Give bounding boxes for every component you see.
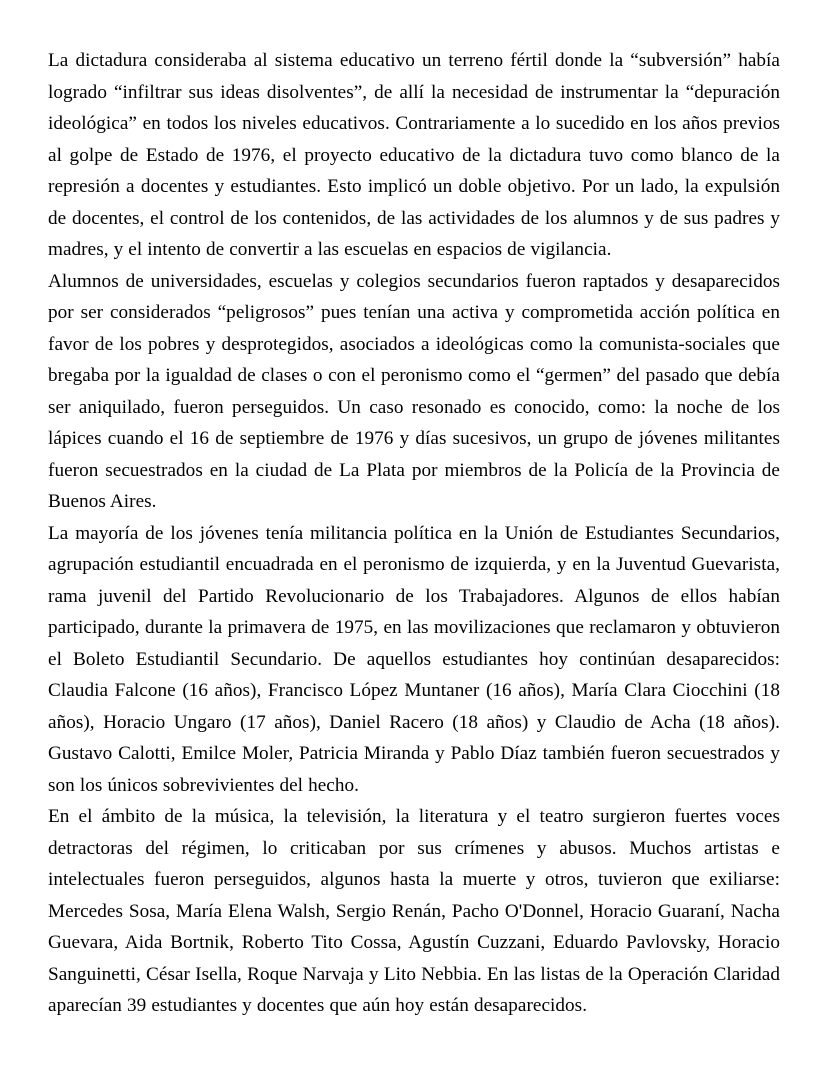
paragraph-4: En el ámbito de la música, la televisión, la literatura y el teatro surgieron fuertes voces detractoras del régimen, lo criticaban por sus crímenes y abusos. Muchos artistas e intelectuales fueron perseguidos, algunos hasta la muerte y otros, tuvieron que exiliarse: Mercedes Sosa, María Elena Walsh, Sergio Renán, Pacho O'Donnel, Horacio Guaraní, Nacha Guevara, Aida Bortnik, Roberto Tito Cossa, Agustín Cuzzani, Eduardo Pavlovsky, Horacio Sanguinetti, César Isella, Roque Narvaja y Lito Nebbia. En las listas de la Operación Claridad aparecían 39 estudiantes y docentes que aún hoy están desaparecidos. xyxy=(48,806,780,1016)
document-text-column xyxy=(48,45,780,1022)
paragraph-3: La mayoría de los jóvenes tenía militancia política en la Unión de Estudiantes Secundarios, agrupación estudiantil encuadrada en el peronismo de izquierda, y en la Juventud Guevarista, rama juvenil del Partido Revolucionario de los Trabajadores. Algunos de ellos habían participado, durante la primavera de 1975, en las movilizaciones que reclamaron y obtuvieron el Boleto Estudiantil Secundario. De aquellos estudiantes hoy continúan desaparecidos: Claudia Falcone (16 años), Francisco López Muntaner (16 años), María Clara Ciocchini (18 años), Horacio Ungaro (17 años), Daniel Racero (18 años) y Claudio de Acha (18 años). Gustavo Calotti, Emilce Moler, Patricia Miranda y Pablo Díaz también fueron secuestrados y son los únicos sobrevivientes del hecho. xyxy=(48,522,780,796)
paragraph-2: Alumnos de universidades, escuelas y colegios secundarios fueron raptados y desaparecidos por ser considerados “peligrosos” pues tenían una activa y comprometida acción política en favor de los pobres y desprotegidos, asociados a ideológicas como la comunista-sociales que bregaba por la igualdad de clases o con el peronismo como el “germen” del pasado que debía ser aniquilado, fueron perseguidos. Un caso resonado es conocido, como: la noche de los lápices cuando el 16 de septiembre de 1976 y días sucesivos, un grupo de jóvenes militantes fueron secuestrados en la ciudad de La Plata por miembros de la Policía de la Provincia de Buenos Aires. xyxy=(48,270,780,512)
paragraph-1: La dictadura consideraba al sistema educativo un terreno fértil donde la “subversión” había logrado “infiltrar sus ideas disolventes”, de allí la necesidad de instrumentar la “depuración ideológica” en todos los niveles educativos. Contrariamente a lo sucedido en los años previos al golpe de Estado de 1976, el proyecto educativo de la dictadura tuvo como blanco de la represión a docentes y estudiantes. Esto implicó un doble objetivo. Por un lado, la expulsión de docentes, el control de los contenidos, de las actividades de los alumnos y de sus padres y madres, y el intento de convertir a las escuelas en espacios de vigilancia. xyxy=(48,50,780,260)
